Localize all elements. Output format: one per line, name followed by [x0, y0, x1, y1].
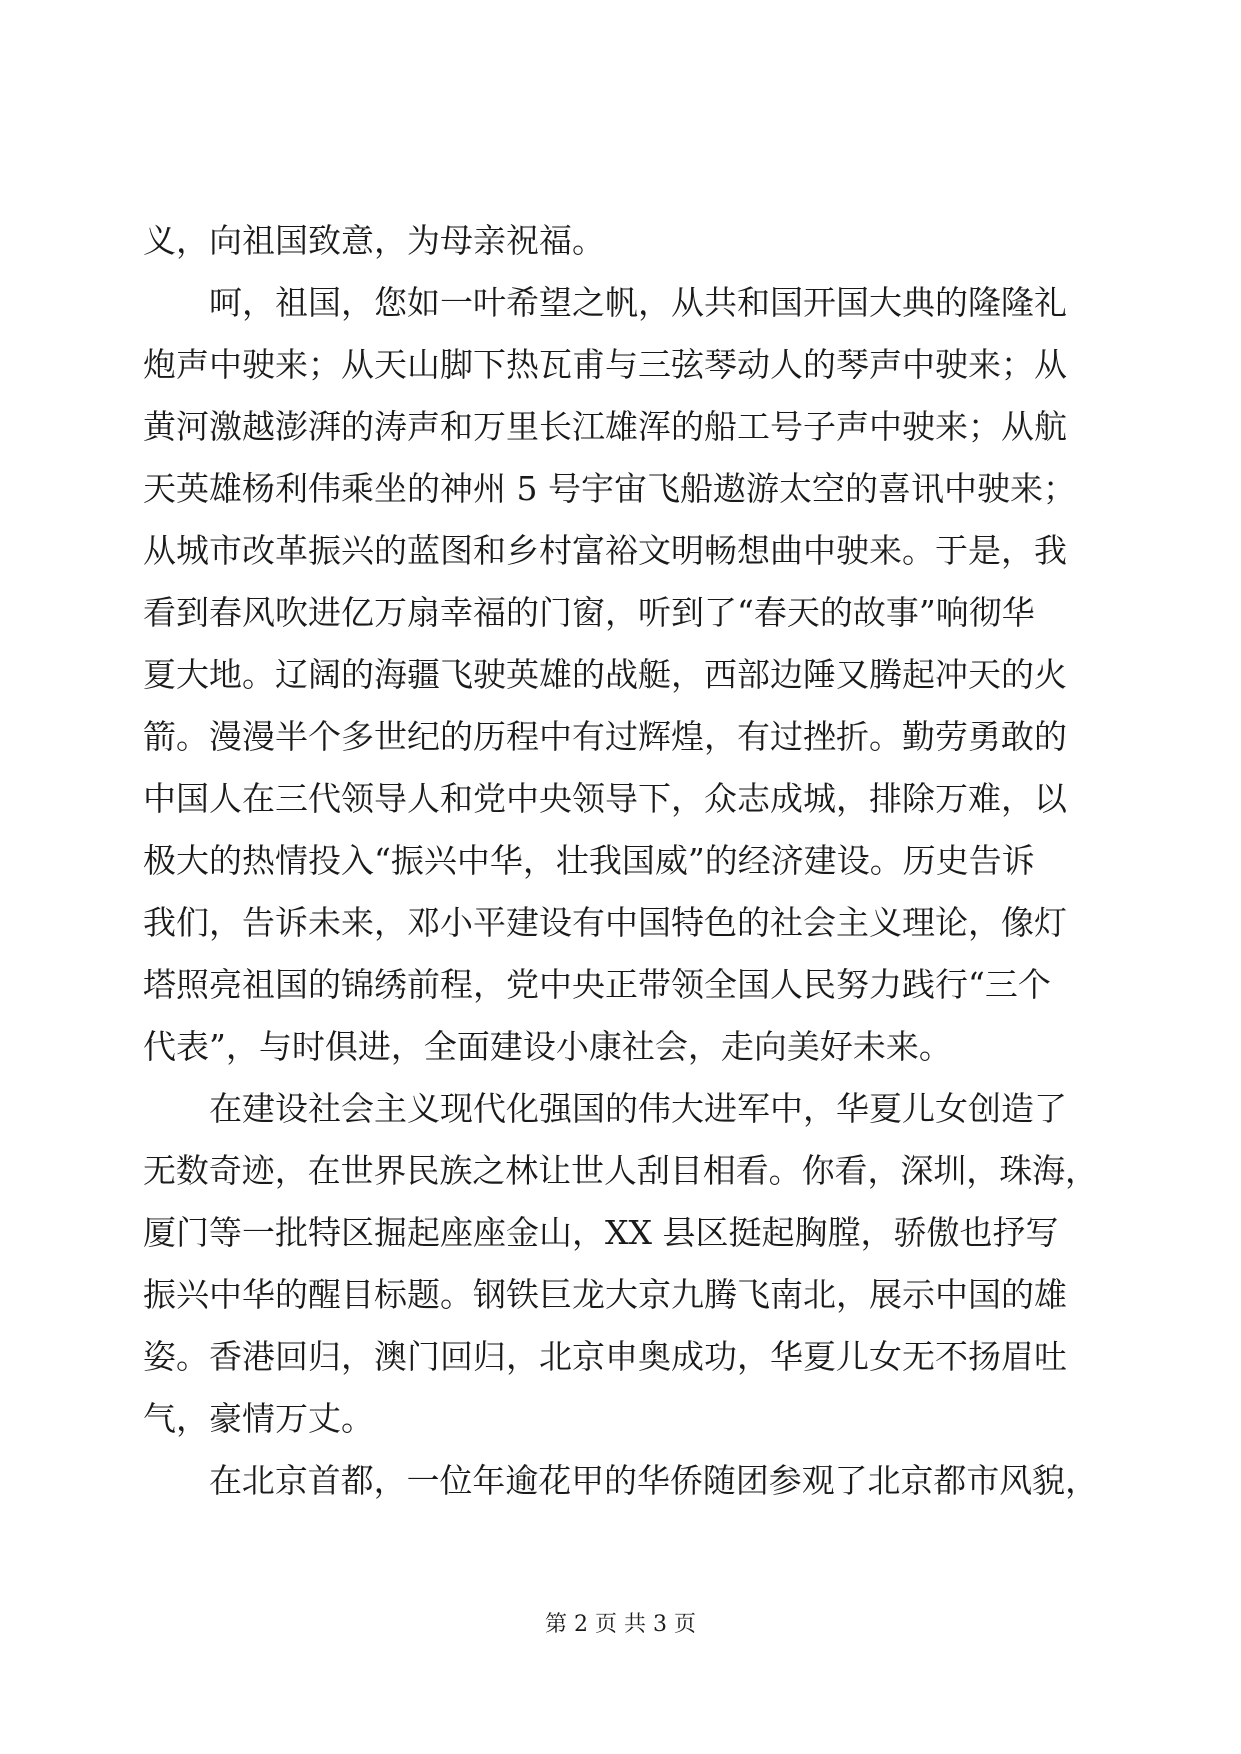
- text-line: 我们，告诉未来，邓小平建设有中国特色的社会主义理论，像灯: [143, 903, 1067, 942]
- text-line: 从城市改革振兴的蓝图和乡村富裕文明畅想曲中驶来。于是，我: [143, 531, 1067, 570]
- text-line: 代表”，与时俱进，全面建设小康社会，走向美好未来。: [143, 1027, 952, 1066]
- text-line: 义，向祖国致意，为母亲祝福。: [143, 221, 605, 260]
- paragraph-first-line: 呵，祖国，您如一叶希望之帆，从共和国开国大典的隆隆礼: [209, 283, 1067, 322]
- paragraph-first-line: 在北京首都，一位年逾花甲的华侨随团参观了北京都市风貌，: [209, 1461, 1099, 1500]
- text-line: 极大的热情投入“振兴中华，壮我国威”的经济建设。历史告诉: [143, 841, 1035, 880]
- text-line: 气，豪情万丈。: [143, 1399, 374, 1438]
- text-line: 无数奇迹，在世界民族之林让世人刮目相看。你看，深圳，珠海，: [143, 1151, 1098, 1190]
- text-line: 姿。香港回归，澳门回归，北京申奥成功，华夏儿女无不扬眉吐: [143, 1337, 1067, 1376]
- page-footer: 第 2 页 共 3 页: [545, 1612, 696, 1637]
- text-line: 厦门等一批特区掘起座座金山，XX 县区挺起胸膛，骄傲也抒写: [143, 1213, 1059, 1252]
- text-line: 夏大地。辽阔的海疆飞驶英雄的战艇，西部边陲又腾起冲天的火: [143, 655, 1067, 694]
- text-line: 振兴中华的醒目标题。钢铁巨龙大京九腾飞南北，展示中国的雄: [143, 1275, 1067, 1314]
- text-line: 箭。漫漫半个多世纪的历程中有过辉煌，有过挫折。勤劳勇敢的: [143, 717, 1067, 756]
- text-line: 看到春风吹进亿万扇幸福的门窗，听到了“春天的故事”响彻华: [143, 593, 1035, 632]
- text-line: 中国人在三代领导人和党中央领导下，众志成城，排除万难，以: [143, 779, 1067, 818]
- text-line: 炮声中驶来；从天山脚下热瓦甫与三弦琴动人的琴声中驶来；从: [143, 345, 1067, 384]
- text-line: 黄河激越澎湃的涛声和万里长江雄浑的船工号子声中驶来；从航: [143, 407, 1067, 446]
- text-line: 塔照亮祖国的锦绣前程，党中央正带领全国人民努力践行“三个: [143, 965, 1051, 1004]
- text-line: 天英雄杨利伟乘坐的神州 5 号宇宙飞船遨游太空的喜讯中驶来；: [143, 469, 1076, 508]
- paragraph-first-line: 在建设社会主义现代化强国的伟大进军中，华夏儿女创造了: [209, 1089, 1067, 1128]
